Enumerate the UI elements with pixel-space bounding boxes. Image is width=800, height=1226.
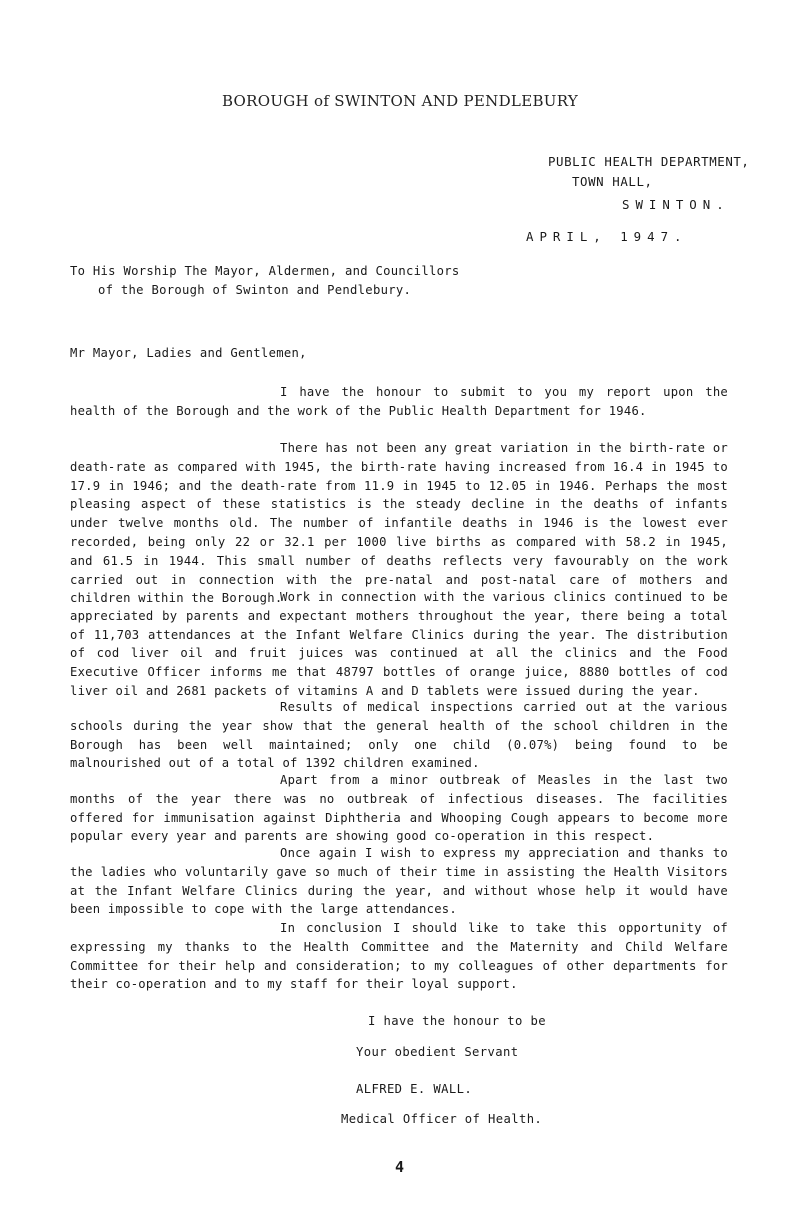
paragraph (70, 383, 728, 421)
paragraph-text: In conclusion I should like to take this opportunity of expressing my thanks to the Health Committee and the Maternity and Child Welfare Committee for their help and consideration; to my colleagues of other departments for their co-operation and to my staff for their loyal support. (70, 921, 728, 992)
letter-date: APRIL, 1947. (526, 229, 688, 244)
paragraph (70, 439, 728, 608)
paragraph-text: Results of medical inspections carried out at the various schools during the year show that the general health of the school children in the Borough has been well maintained; only one child (0.07%) being found to be malnourished out of a total of 1392 children examined. (70, 700, 728, 771)
paragraph (70, 771, 728, 846)
salutation: Mr Mayor, Ladies and Gentlemen, (70, 346, 307, 360)
signature-title: Medical Officer of Health. (341, 1112, 543, 1126)
department-name: PUBLIC HEALTH DEPARTMENT, (548, 154, 750, 169)
paragraph-text: Apart from a minor outbreak of Measles in the last two months of the year there was no outbreak of infectious diseases. The facilities offered for immunisation against Diphtheria and Whooping Cough appears to become more popular every year and parents are showing good co-operation in this respect. (70, 773, 728, 844)
paragraph-text: Work in connection with the various clinics continued to be appreciated by parents and expectant mothers throughout the year, there being a total of 11,703 attendances at the Infant Welfare Clinics during the year. The distribution of cod liver oil and fruit juices was continued at all the clinics and the Food Executive Officer informs me that 48797 bottles of orange juice, 8880 bottles of cod liver oil and 2681 packets of vitamins A and D tablets were issued during the year. (70, 590, 728, 698)
office-address: TOWN HALL, (572, 174, 653, 189)
paragraph-text: There has not been any great variation in the birth-rate or death-rate as compared with 1945, the birth-rate having increased from 16.4 in 1945 to 17.9 in 1946; and the death-rate from 11.9 in 1945 to 12.05 in 1946. Perhaps the most pleasing aspect of these statistics is the steady decline in the deaths of infants under twelve months old. The number of infantile deaths in 1946 is the lowest ever recorded, being only 22 or 32.1 per 1000 live births as compared with 58.2 in 1945, and 61.5 in 1944. This small number of deaths reflects very favourably on the work carried out in connection with the pre-natal and post-natal care of mothers and children within the Borough. (70, 441, 728, 606)
paragraph-text: Once again I wish to express my appreciation and thanks to the ladies who voluntarily gave so much of their time in assisting the Health Visitors at the Infant Welfare Clinics during the year, and without whose help it would have been impossible to cope with the large attendances. (70, 846, 728, 917)
town-name: SWINTON. (622, 197, 730, 212)
closing-line: I have the honour to be (368, 1014, 546, 1028)
paragraph-text: I have the honour to submit to you my report upon the health of the Borough and the work of the Public Health Department for 1946. (70, 385, 728, 418)
paragraph (70, 698, 728, 773)
paragraph (70, 844, 728, 919)
page-number: 4 (395, 1158, 405, 1176)
document-title: BOROUGH of SWINTON AND PENDLEBURY (221, 92, 579, 110)
closing-line: Your obedient Servant (356, 1045, 519, 1059)
addressee-line-2: of the Borough of Swinton and Pendlebury. (98, 283, 412, 297)
paragraph (70, 588, 728, 701)
addressee-line-1: To His Worship The Mayor, Aldermen, and Councillors (70, 264, 460, 278)
paragraph (70, 919, 728, 994)
signature-name: ALFRED E. WALL. (356, 1082, 473, 1096)
